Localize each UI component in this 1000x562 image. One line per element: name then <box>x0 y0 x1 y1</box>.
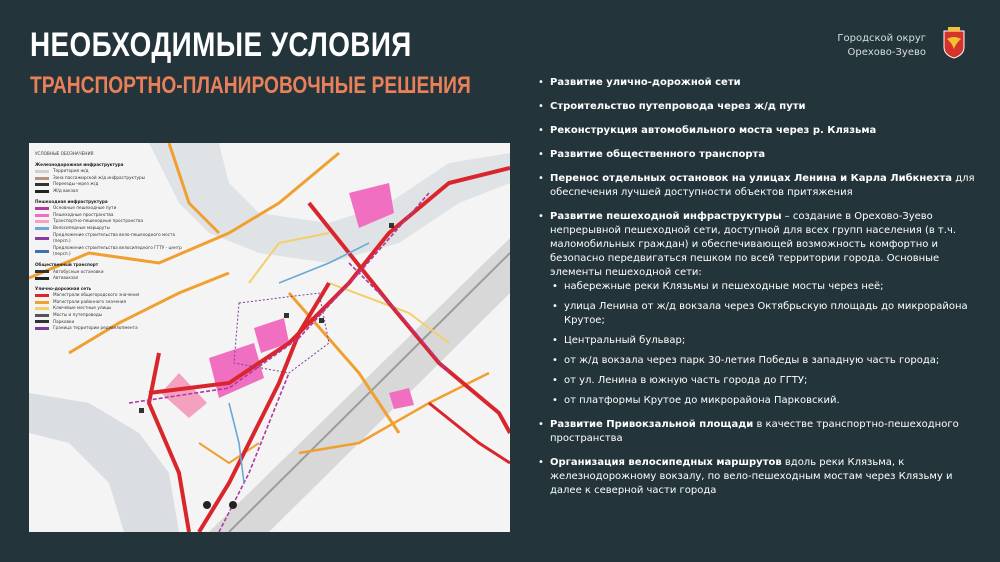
legend-item <box>35 299 185 306</box>
bullet-text: вдоль реки Клязьма, к железнодорожному вокзалу, по вело-пешеходным мостам через Клязьму и далее к северной части города <box>550 457 953 496</box>
legend-swatch <box>35 237 49 240</box>
legend-swatch <box>35 327 49 330</box>
conditions-list <box>538 76 978 508</box>
map-legend <box>35 151 185 332</box>
legend-item-label: Автобусные остановки <box>53 268 104 274</box>
legend-swatch <box>35 170 49 173</box>
legend-item <box>35 269 185 276</box>
org-name <box>837 32 926 60</box>
sub-bullet: • улица Ленина от ж/д вокзала через Октябрьскую площадь до микрорайона Крутое; <box>550 300 978 328</box>
legend-item-label: Парковки <box>53 318 75 324</box>
bullet-3 <box>538 124 978 138</box>
legend-group-heading: Пешеходная инфраструктура <box>35 198 108 204</box>
legend-item <box>35 181 185 188</box>
coat-of-arms-icon <box>942 27 966 59</box>
bullet-bold: Перенос отдельных остановок на улицах Ленина и Карла Либкнехта <box>550 173 953 184</box>
legend-item <box>35 188 185 195</box>
org-name-line1: Городской округ <box>837 33 926 44</box>
legend-item-label: Пешеходные пространства <box>53 211 114 217</box>
sub-bullet: • Центральный бульвар; <box>550 334 978 348</box>
org-name-line2: Орехово-Зуево <box>847 47 926 58</box>
legend-item-label: Магистрали районного значения <box>53 298 126 304</box>
legend-item-label: Граница территории редевелопмента <box>53 325 138 331</box>
legend-swatch <box>35 301 49 304</box>
legend-swatch <box>35 214 49 217</box>
legend-swatch <box>35 307 49 310</box>
legend-swatch <box>35 294 49 297</box>
legend-item-label: Магистрали общегородского значения <box>53 292 140 298</box>
bullet-8 <box>538 456 978 498</box>
legend-item <box>35 275 185 282</box>
legend-swatch <box>35 277 49 280</box>
legend-title: УСЛОВНЫЕ ОБОЗНАЧЕНИЯ <box>35 151 94 156</box>
page-title: НЕОБХОДИМЫЕ УСЛОВИЯ <box>30 26 412 64</box>
sub-bullet-list <box>550 280 978 408</box>
legend-item <box>35 312 185 319</box>
legend-item-label: Предложение строительства вело-пешеходного моста (персп.) <box>53 231 176 244</box>
bullet-2 <box>538 100 978 114</box>
bullet-4 <box>538 148 978 162</box>
legend-swatch <box>35 183 49 186</box>
bullet-bold: Развитие Привокзальной площади <box>550 419 754 430</box>
legend-item-label: Велосипедные маршруты <box>53 224 110 230</box>
legend-item <box>35 325 185 332</box>
legend-item <box>35 205 185 212</box>
sub-bullet: • набережные реки Клязьмы и пешеходные мосты через неё; <box>550 280 978 294</box>
bullet-text: в качестве транспортно-пешеходного пространства <box>550 419 959 444</box>
legend-item-label: Автовокзал <box>53 275 79 281</box>
sub-bullet: • от платформы Крутое до микрорайона Парковский. <box>550 394 978 408</box>
legend-swatch <box>35 320 49 323</box>
legend-swatch <box>35 270 49 273</box>
legend-item-label: Переезды через ж/д <box>53 181 99 187</box>
legend-group-heading: Улично-дорожная сеть <box>35 285 92 291</box>
legend-item <box>35 305 185 312</box>
legend-item <box>35 218 185 225</box>
legend-item-label: Территория ж/д <box>53 168 89 174</box>
bullet-bold: Развитие улично-дорожной сети <box>550 77 741 88</box>
legend-swatch <box>35 227 49 230</box>
legend-item <box>35 319 185 326</box>
legend-item <box>35 212 185 219</box>
legend-swatch <box>35 190 49 193</box>
legend-swatch <box>35 207 49 210</box>
page-subtitle: ТРАНСПОРТНО-ПЛАНИРОВОЧНЫЕ РЕШЕНИЯ <box>30 72 471 99</box>
legend-item-label: Ж/д вокзал <box>53 187 79 193</box>
bullet-bold: Развитие пешеходной инфраструктуры <box>550 211 782 222</box>
bullet-bold: Реконструкция автомобильного моста через р. Клязьма <box>550 125 877 136</box>
bullet-5 <box>538 172 978 200</box>
sub-bullet: • от ж/д вокзала через парк 30-летия Победы в западную часть города; <box>550 354 978 368</box>
legend-item <box>35 175 185 182</box>
transport-map <box>29 143 510 532</box>
bullet-6 <box>538 210 978 408</box>
legend-item-label: Ключевые местные улицы <box>53 305 112 311</box>
legend-swatch <box>35 177 49 180</box>
legend-item <box>35 292 185 299</box>
legend-item <box>35 245 185 258</box>
legend-item <box>35 168 185 175</box>
bullet-7 <box>538 418 978 446</box>
legend-group-heading: Общественный транспорт <box>35 261 99 267</box>
legend-swatch <box>35 250 49 253</box>
sub-bullet: • от ул. Ленина в южную часть города до ГГТУ; <box>550 374 978 388</box>
legend-swatch <box>35 220 49 223</box>
bullet-1 <box>538 76 978 90</box>
legend-item-label: Мосты и путепроводы <box>53 312 103 318</box>
bullet-bold: Строительство путепровода через ж/д пути <box>550 101 806 112</box>
bullet-text: – создание в Орехово-Зуево непрерывной пешеходной сети, доступной для всех групп населения (в т.ч. маломобильных граждан) и обеспечивающей возможность комфортно и безопасно передвигаться пешком по всей территории города. Основные элементы пешеходной сети: <box>550 211 957 278</box>
legend-item-label: Основные пешеходные пути <box>53 205 117 211</box>
bullet-bold: Развитие общественного транспорта <box>550 149 766 160</box>
legend-swatch <box>35 314 49 317</box>
legend-item <box>35 225 185 232</box>
legend-item-label: Транспортно-пешеходные пространства <box>53 218 144 224</box>
legend-group-heading: Железнодорожная инфраструктура <box>35 161 124 167</box>
legend-item-label: Зона пассажирской ж/д инфраструктуры <box>53 174 145 180</box>
bullet-text: для обеспечения лучшей доступности объектов притяжения <box>550 173 975 198</box>
legend-item-label: Предложение строительства велосипедного ГГТУ - центр (персп.) <box>53 244 182 257</box>
legend-item <box>35 232 185 245</box>
bullet-bold: Организация велосипедных маршрутов <box>550 457 782 468</box>
